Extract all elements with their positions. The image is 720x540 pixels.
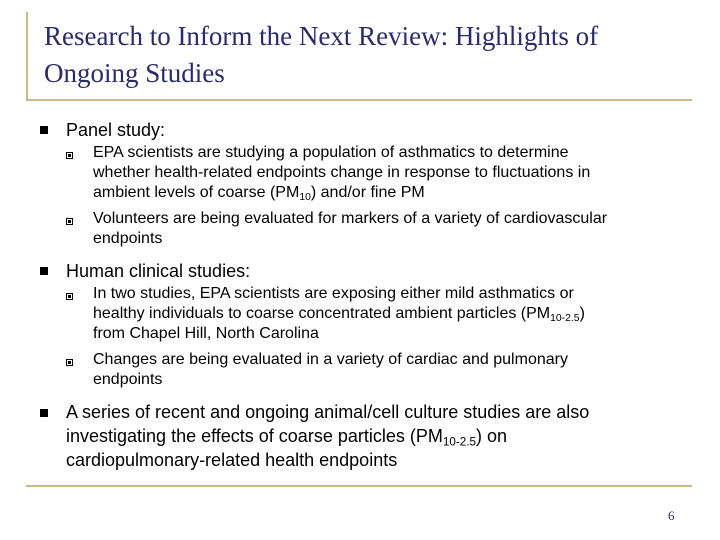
hollow-square-bullet-icon — [66, 152, 73, 159]
bullet-panel-study: Panel study: — [66, 120, 166, 140]
text-line: endpoints — [93, 371, 163, 388]
subscript: 10-2.5 — [550, 313, 580, 325]
text-line — [93, 183, 683, 203]
square-bullet-icon — [40, 126, 48, 134]
slide-title: Research to Inform the Next Review: Highlights of Ongoing Studies — [44, 21, 599, 88]
text-line: EPA scientists are studying a population of asthmatics to determine — [93, 144, 569, 161]
text-line: Volunteers are being evaluated for markers of a variety of cardiovascular — [93, 210, 608, 227]
square-bullet-icon — [40, 409, 48, 417]
subscript: 10-2.5 — [442, 435, 476, 449]
text-line: whether health-related endpoints change in response to fluctuations in — [93, 164, 591, 181]
panel-study-item-2 — [93, 209, 683, 249]
hollow-square-bullet-icon — [66, 359, 73, 366]
clinical-study-item-2 — [93, 350, 683, 390]
text-line: cardiopulmonary-related health endpoints — [66, 450, 398, 470]
text-line — [93, 304, 683, 324]
text-run: healthy individuals to coarse concentrated ambient particles (PM — [93, 305, 551, 322]
text-line: from Chapel Hill, North Carolina — [93, 325, 319, 342]
text-run: investigating the effects of coarse particles (PM — [66, 426, 443, 446]
subscript: 10 — [299, 192, 311, 204]
text-run: ) on — [476, 426, 508, 446]
title-underline-rule — [26, 99, 692, 101]
text-run: ) — [579, 305, 585, 322]
clinical-study-item-1 — [93, 284, 683, 344]
text-line: Changes are being evaluated in a variety of cardiac and pulmonary — [93, 351, 568, 368]
text-line: A series of recent and ongoing animal/cell culture studies are also — [66, 402, 590, 422]
text-line: In two studies, EPA scientists are exposing either mild asthmatics or — [93, 285, 574, 302]
bullet-human-clinical-studies: Human clinical studies: — [66, 261, 251, 281]
text-line: endpoints — [93, 230, 163, 247]
text-run: ) and/or fine PM — [310, 184, 425, 201]
panel-study-item-1 — [93, 143, 683, 203]
title-frame-vertical-rule — [26, 12, 28, 100]
square-bullet-icon — [40, 267, 48, 275]
hollow-square-bullet-icon — [66, 218, 73, 225]
text-line — [66, 424, 676, 448]
footer-rule — [26, 485, 692, 487]
text-run: ambient levels of coarse (PM — [93, 184, 300, 201]
bullet-animal-cell-studies — [66, 400, 676, 472]
hollow-square-bullet-icon — [66, 293, 73, 300]
page-number: 6 — [668, 508, 675, 523]
